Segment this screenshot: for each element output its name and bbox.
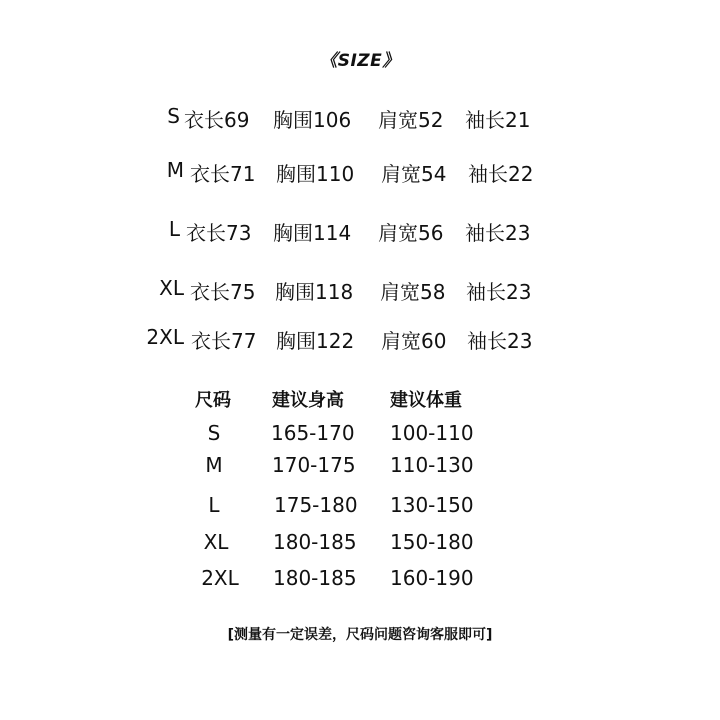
sleeve-value: 袖长23 xyxy=(467,329,533,353)
recommend-weight: 110-130 xyxy=(390,453,474,477)
size-row xyxy=(0,158,720,188)
recommend-row xyxy=(0,493,720,521)
chest-value: 胸围114 xyxy=(273,221,352,245)
recommend-size: 2XL xyxy=(201,566,239,590)
size-label: L xyxy=(168,217,180,241)
size-row xyxy=(0,104,720,134)
recommend-size: M xyxy=(205,453,223,477)
chest-value: 胸围106 xyxy=(273,108,352,132)
shoulder-value: 肩宽60 xyxy=(381,329,447,353)
header-size: 尺码 xyxy=(195,390,231,411)
recommend-weight: 130-150 xyxy=(390,493,474,517)
chest-value: 胸围122 xyxy=(276,329,355,353)
recommend-height: 180-185 xyxy=(273,566,357,590)
shoulder-value: 肩宽52 xyxy=(378,108,444,132)
size-label: S xyxy=(167,104,180,128)
size-row xyxy=(0,325,720,355)
size-label: M xyxy=(166,158,184,182)
shoulder-value: 肩宽58 xyxy=(380,280,446,304)
length-value: 衣长69 xyxy=(184,108,250,132)
recommend-weight: 150-180 xyxy=(390,530,474,554)
recommend-weight: 100-110 xyxy=(390,421,474,445)
recommend-height: 180-185 xyxy=(273,530,357,554)
recommend-row xyxy=(0,530,720,558)
size-row xyxy=(0,217,720,247)
sleeve-value: 袖长23 xyxy=(465,221,531,245)
recommend-size: XL xyxy=(203,530,229,554)
size-label: XL xyxy=(159,276,184,300)
page-title: 《SIZE》 xyxy=(320,51,400,71)
recommend-size: L xyxy=(208,493,220,517)
recommend-height: 165-170 xyxy=(271,421,355,445)
recommend-row xyxy=(0,421,720,449)
sleeve-value: 袖长23 xyxy=(466,280,532,304)
chest-value: 胸围118 xyxy=(275,280,354,304)
recommend-weight: 160-190 xyxy=(390,566,474,590)
size-row xyxy=(0,276,720,306)
chest-value: 胸围110 xyxy=(276,162,355,186)
header-weight: 建议体重 xyxy=(390,390,462,411)
measurement-note: [测量有一定误差，尺码问题咨询客服即可] xyxy=(227,627,493,643)
recommend-height: 170-175 xyxy=(272,453,356,477)
length-value: 衣长77 xyxy=(191,329,257,353)
length-value: 衣长73 xyxy=(186,221,252,245)
shoulder-value: 肩宽54 xyxy=(381,162,447,186)
recommend-row xyxy=(0,566,720,594)
size-label: 2XL xyxy=(146,325,184,349)
recommend-size: S xyxy=(207,421,221,445)
recommend-row xyxy=(0,453,720,481)
recommend-height: 175-180 xyxy=(274,493,358,517)
sleeve-value: 袖长21 xyxy=(465,108,531,132)
sleeve-value: 袖长22 xyxy=(468,162,534,186)
length-value: 衣长75 xyxy=(190,280,256,304)
length-value: 衣长71 xyxy=(190,162,256,186)
shoulder-value: 肩宽56 xyxy=(378,221,444,245)
header-height: 建议身高 xyxy=(272,390,344,411)
